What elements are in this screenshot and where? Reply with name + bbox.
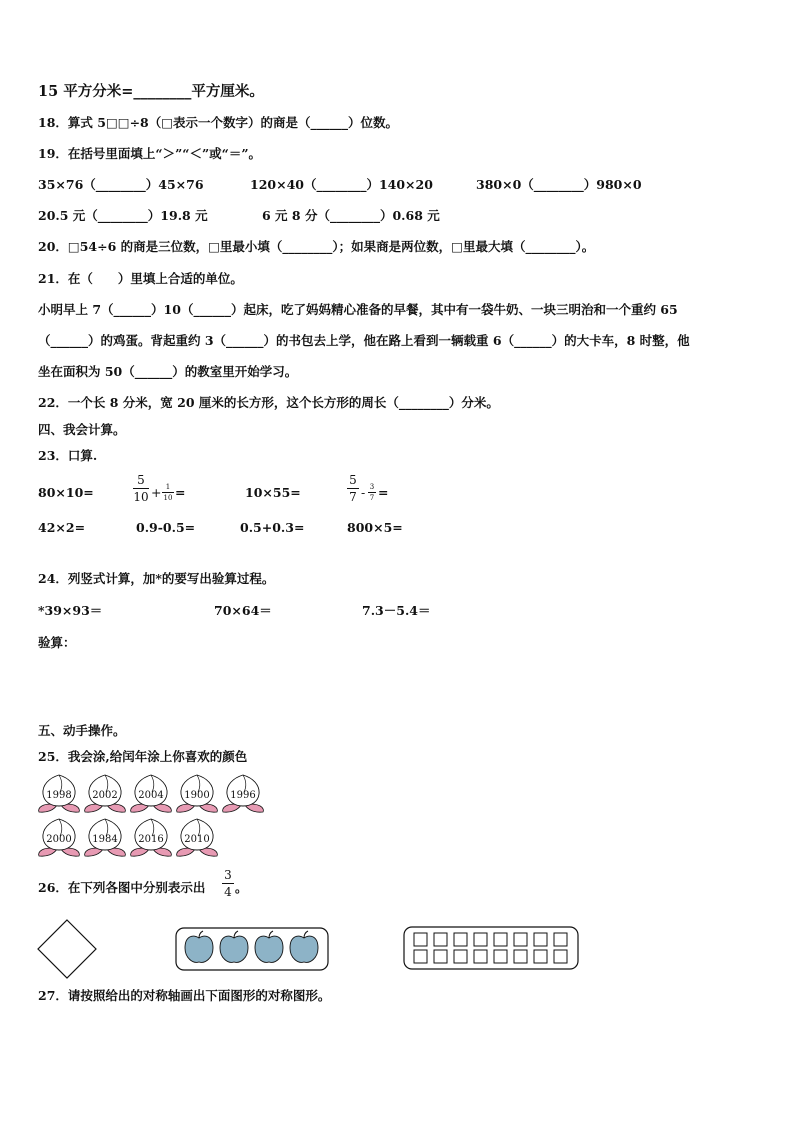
peach-year-label: 2004: [138, 790, 164, 801]
minus-sign: -: [361, 485, 366, 500]
q23-item-a: 80×10=: [38, 485, 94, 500]
q18-line: 18．算式 5□□÷8（□表示一个数字）的商是（______）位数。: [38, 115, 399, 130]
q23-item-g: 0.5+0.3=: [240, 520, 305, 535]
equals-sign-b: =: [175, 485, 186, 500]
q21-line: 21．在（ ）里填上合适的单位。: [38, 271, 243, 286]
peach-1984[interactable]: [85, 819, 126, 856]
q15-line: 15 平方分米=________平方厘米。: [38, 83, 264, 100]
fraction-5-10: 5 10: [133, 473, 149, 504]
grid-square[interactable]: [454, 933, 467, 946]
grid-square[interactable]: [554, 933, 567, 946]
plus-sign: +: [151, 485, 162, 500]
q21-paragraph-2: （______）的鸡蛋。背起重约 3（______）的书包去上学，他在路上看到一辆载重 6（______）的大卡车，8 时整，他: [38, 333, 690, 348]
q21-paragraph-1: 小明早上 7（______）10（______）起床，吃了妈妈精心准备的早餐，其中有一袋牛奶、一块三明治和一个重约 65: [38, 302, 678, 317]
q24-item-b: 70×64＝: [214, 603, 272, 618]
grid-square[interactable]: [414, 933, 427, 946]
peach-2016[interactable]: [131, 819, 172, 856]
peach-row-2: [36, 816, 236, 858]
fraction-3-7: 3 7: [369, 483, 375, 502]
apple-box: [174, 926, 330, 972]
diamond-shape: [36, 918, 98, 980]
grid-square[interactable]: [494, 933, 507, 946]
fraction-5-7: 5 7: [347, 473, 359, 504]
peach-year-label: 1984: [92, 834, 118, 845]
q19-line: 19．在括号里面填上“＞”“＜”或“＝”。: [38, 146, 262, 161]
q26-period: 。: [235, 880, 248, 895]
equals-sign-d: =: [378, 485, 389, 500]
peach-year-label: 2016: [138, 834, 164, 845]
q19-item-a: 35×76（________）45×76: [38, 177, 204, 192]
peach-2004[interactable]: [131, 775, 172, 812]
grid-square[interactable]: [474, 950, 487, 963]
grid-square[interactable]: [434, 950, 447, 963]
grid-square[interactable]: [414, 950, 427, 963]
peach-row-1: [36, 772, 276, 814]
apple-icon[interactable]: [185, 931, 213, 962]
q23-item-f: 0.9-0.5=: [136, 520, 196, 535]
fraction-1-10: 1 10: [163, 483, 173, 502]
grid-square[interactable]: [534, 950, 547, 963]
q24-item-c: 7.3－5.4＝: [362, 603, 431, 618]
q21-paragraph-3: 坐在面积为 50（______）的教室里开始学习。: [38, 364, 298, 379]
peach-year-label: 2010: [184, 834, 210, 845]
apple-icon[interactable]: [255, 931, 283, 962]
grid-square[interactable]: [554, 950, 567, 963]
section-4-title: 四、我会计算。: [38, 422, 126, 437]
peach-2002[interactable]: [85, 775, 126, 812]
q23-line: 23．口算.: [38, 448, 98, 463]
peach-year-label: 1900: [184, 790, 210, 801]
q24-item-a: *39×93＝: [38, 603, 103, 618]
grid-square[interactable]: [514, 933, 527, 946]
q24-line: 24．列竖式计算，加*的要写出验算过程。: [38, 571, 275, 586]
peach-year-label: 1996: [230, 790, 256, 801]
peach-1900[interactable]: [177, 775, 218, 812]
grid-square[interactable]: [474, 933, 487, 946]
section-5-title: 五、动手操作。: [38, 723, 126, 738]
peach-1996[interactable]: [223, 775, 264, 812]
grid-square[interactable]: [434, 933, 447, 946]
peach-year-label: 1998: [46, 790, 72, 801]
q19-item-d: 20.5 元（________）19.8 元: [38, 208, 208, 223]
apple-icon[interactable]: [220, 931, 248, 962]
q19-item-c: 380×0（________）980×0: [476, 177, 642, 192]
check-label: 验算：: [38, 635, 76, 650]
q19-item-e: 6 元 8 分（________）0.68 元: [262, 208, 440, 223]
grid-square[interactable]: [534, 933, 547, 946]
peach-2000[interactable]: [39, 819, 80, 856]
square-grid-box: [402, 925, 580, 971]
peach-1998[interactable]: [39, 775, 80, 812]
q23-item-h: 800×5=: [347, 520, 403, 535]
peach-year-label: 2002: [92, 790, 118, 801]
q19-item-b: 120×40（________）140×20: [250, 177, 433, 192]
q27-line: 27．请按照给出的对称轴画出下面图形的对称图形。: [38, 988, 331, 1003]
q23-item-e: 42×2=: [38, 520, 86, 535]
grid-square[interactable]: [514, 950, 527, 963]
q25-line: 25．我会涂,给闰年涂上你喜欢的颜色: [38, 749, 248, 764]
apple-icon[interactable]: [290, 931, 318, 962]
peach-2010[interactable]: [177, 819, 218, 856]
fraction-3-4: 3 4: [222, 868, 234, 899]
peach-year-label: 2000: [46, 834, 72, 845]
q20-line: 20．□54÷6 的商是三位数，□里最小填（________）；如果商是两位数，□里最大填（________）。: [38, 239, 595, 254]
grid-square[interactable]: [494, 950, 507, 963]
q23-item-c: 10×55=: [245, 485, 301, 500]
grid-square[interactable]: [454, 950, 467, 963]
q22-line: 22．一个长 8 分米，宽 20 厘米的长方形，这个长方形的周长（________）分米。: [38, 395, 499, 410]
q26-line: 26．在下列各图中分别表示出: [38, 880, 206, 895]
